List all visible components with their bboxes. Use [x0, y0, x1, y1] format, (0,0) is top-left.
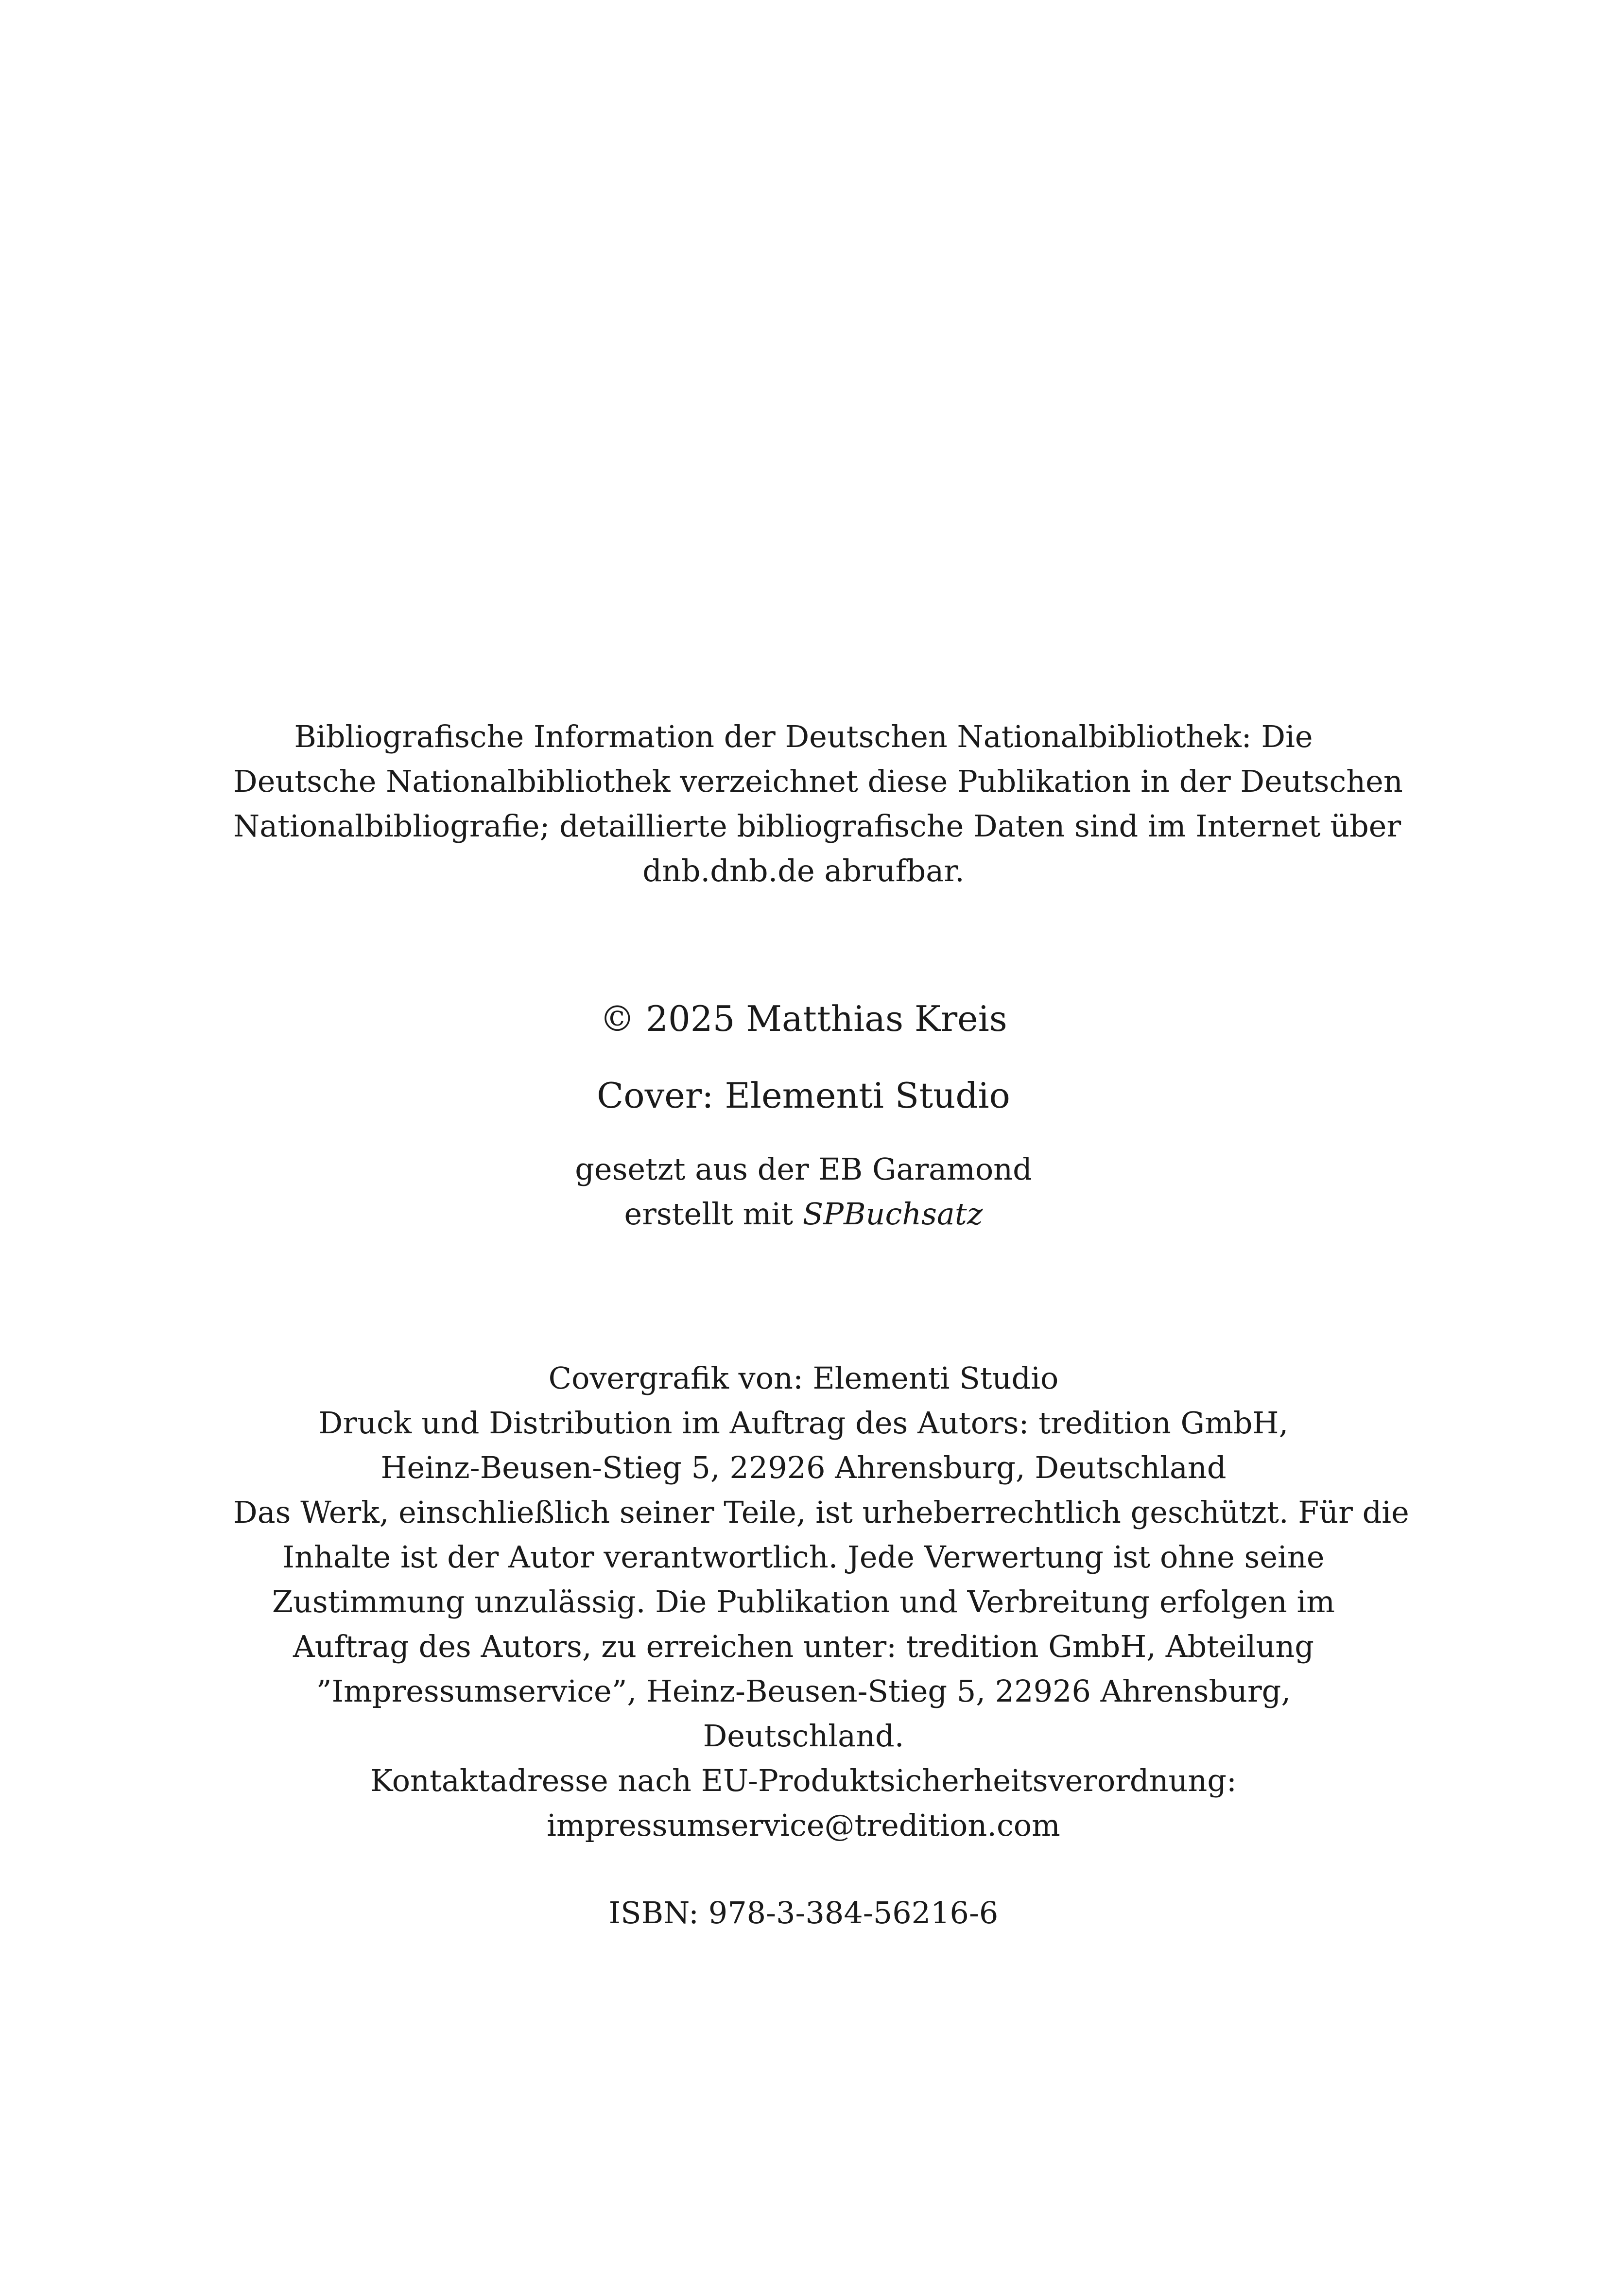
font-line: gesetzt aus der EB Garamond — [575, 1151, 1032, 1187]
cover-credit — [233, 1073, 1374, 1118]
copyright-text: © 2025 Matthias Kreis — [600, 998, 1007, 1039]
production-line: Das Werk, einschließlich seiner Teile, ist urheberrechtlich geschützt. Für die — [233, 1495, 1409, 1530]
typeset-info — [233, 1147, 1374, 1236]
bibliographic-information — [233, 714, 1403, 893]
isbn-text: ISBN: 978-3-384-56216-6 — [608, 1895, 999, 1931]
production-line: Zustimmung unzulässig. Die Publikation und Verbreitung erfolgen im — [272, 1584, 1335, 1619]
tool-name: SPBuchsatz — [802, 1196, 983, 1232]
created-prefix: erstellt mit — [624, 1196, 803, 1232]
isbn — [233, 1891, 1374, 1935]
created-with-line — [233, 1192, 1374, 1236]
production-line: Auftrag des Autors, zu erreichen unter: tredition GmbH, Abteilung — [293, 1629, 1314, 1664]
bib-line: Nationalbibliografie; detaillierte bibliografische Daten sind im Internet über — [233, 808, 1401, 844]
production-line: Druck und Distribution im Auftrag des Autors: tredition GmbH, — [318, 1405, 1289, 1441]
copyright-notice — [233, 996, 1374, 1041]
bib-line: Bibliografische Information der Deutschen Nationalbibliothek: Die — [294, 719, 1313, 754]
production-line: Kontaktadresse nach EU-Produktsicherheitsverordnung: — [370, 1763, 1237, 1798]
bib-line: Deutsche Nationalbibliothek verzeichnet diese Publikation in der Deutschen — [233, 764, 1403, 799]
production-line: ”Impressumservice”, Heinz-Beusen-Stieg 5, 22926 Ahrensburg, — [316, 1673, 1291, 1709]
production-line: Deutschland. — [703, 1718, 904, 1754]
production-line: Covergrafik von: Elementi Studio — [548, 1360, 1059, 1396]
production-line: Inhalte ist der Autor verantwortlich. Jede Verwertung ist ohne seine — [282, 1539, 1325, 1575]
production-info — [233, 1356, 1409, 1848]
contact-email: impressumservice@tredition.com — [547, 1808, 1060, 1843]
bib-line: dnb.dnb.de abrufbar. — [642, 853, 965, 888]
production-line: Heinz-Beusen-Stieg 5, 22926 Ahrensburg, Deutschland — [380, 1450, 1227, 1485]
cover-text: Cover: Elementi Studio — [597, 1075, 1010, 1116]
